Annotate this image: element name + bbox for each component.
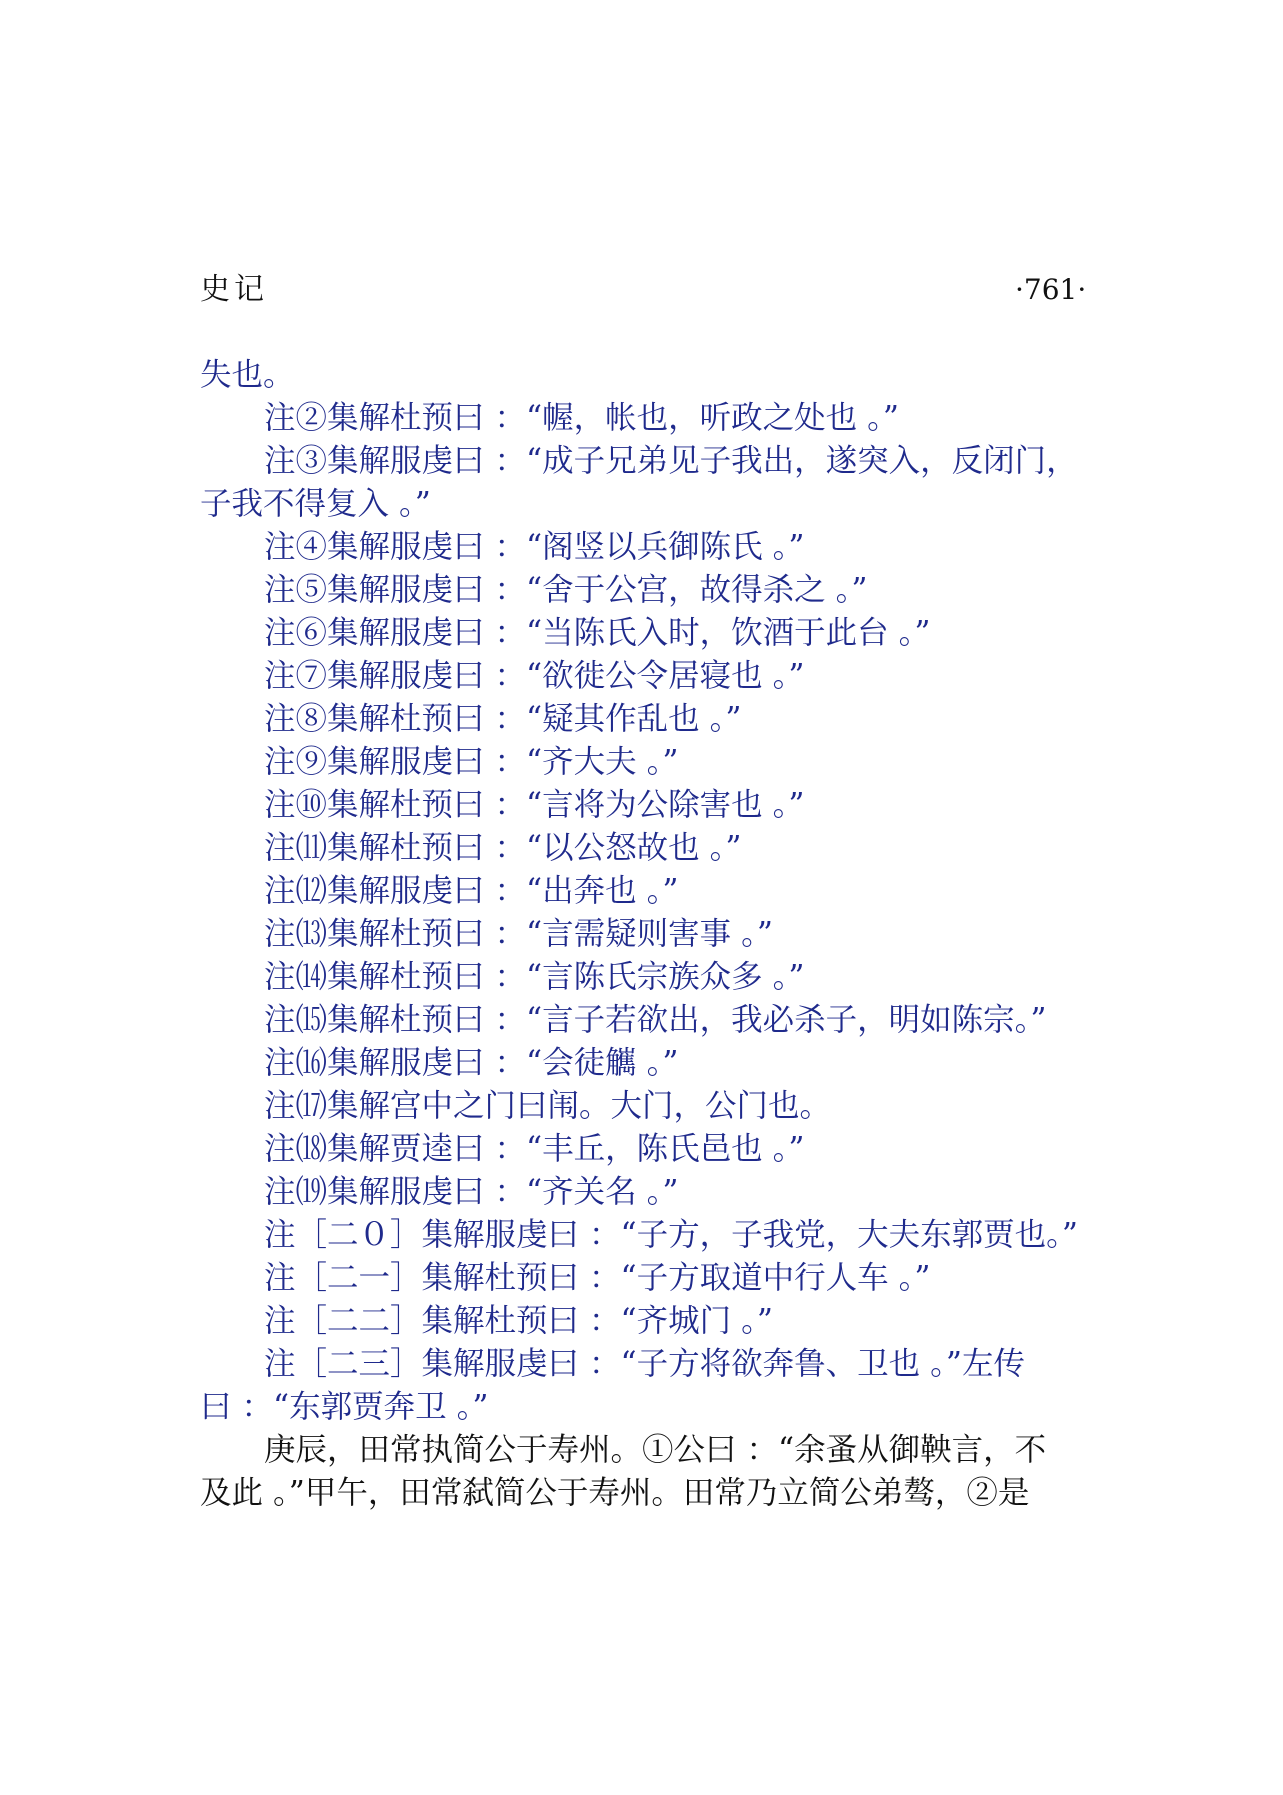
- text-line: 子我不得复入 。”: [200, 486, 431, 522]
- page-number: ·761·: [1015, 273, 1087, 306]
- text-line: 注⒂集解杜预曰 ：“言子若欲出，我必杀子，明如陈宗。”: [264, 1002, 1047, 1038]
- text-line: 注③集解服虔曰 ：“成子兄弟见子我出，遂突入，反闭门，: [264, 443, 1078, 479]
- text-line: 注⑧集解杜预曰 ：“疑其作乱也 。”: [264, 701, 742, 737]
- text-line: 注⑨集解服虔曰 ：“齐大夫 。”: [264, 744, 679, 780]
- text-line: 注⒅集解贾逵曰 ：“丰丘，陈氏邑也 。”: [264, 1131, 805, 1167]
- running-head-title: 史记: [200, 272, 268, 307]
- text-line: 注⒆集解服虔曰 ：“齐关名 。”: [264, 1174, 679, 1210]
- text-line: 注⒄集解宫中之门曰闱。大门，公门也。: [264, 1088, 832, 1124]
- text-line: 注⒁集解杜预曰 ：“言陈氏宗族众多 。”: [264, 959, 805, 995]
- text-line: 注⑦集解服虔曰 ：“欲徙公令居寝也 。”: [264, 658, 805, 694]
- page-body: [200, 354, 1120, 1515]
- text-line: 失也。: [200, 357, 295, 393]
- text-line: 注⑿集解服虔曰 ：“出奔也 。”: [264, 873, 679, 909]
- text-line: 注⑤集解服虔曰 ：“舍于公宫，故得杀之 。”: [264, 572, 868, 608]
- text-line: 注⒀集解杜预曰 ：“言需疑则害事 。”: [264, 916, 773, 952]
- text-line: 及此 。”甲午，田常弑简公于寿州。田常乃立简公弟骜，②是: [200, 1475, 1030, 1511]
- text-line: 注⑾集解杜预曰 ：“以公怒故也 。”: [264, 830, 742, 866]
- text-line: 注［二０］集解服虔曰 ：“子方，子我党，大夫东郭贾也。”: [264, 1217, 1078, 1253]
- text-line: 注②集解杜预曰 ：“幄，帐也，听政之处也 。”: [264, 400, 899, 436]
- text-line: 注［二二］集解杜预曰 ：“齐城门 。”: [264, 1303, 773, 1339]
- text-line: 曰 ：“东郭贾奔卫 。”: [200, 1389, 489, 1425]
- text-line: 庚辰，田常执简公于寿州。①公曰 ：“余蚤从御鞅言，不: [264, 1432, 1047, 1468]
- text-line: 注⒃集解服虔曰 ：“会徒觽 。”: [264, 1045, 679, 1081]
- text-line: 注［二三］集解服虔曰 ：“子方将欲奔鲁、卫也 。”左传: [264, 1346, 1025, 1382]
- text-line: 注⑩集解杜预曰 ：“言将为公除害也 。”: [264, 787, 805, 823]
- text-line: 注⑥集解服虔曰 ：“当陈氏入时，饮酒于此台 。”: [264, 615, 931, 651]
- text-line: 注④集解服虔曰 ：“阁竖以兵御陈氏 。”: [264, 529, 805, 565]
- text-line: 注［二一］集解杜预曰 ：“子方取道中行人车 。”: [264, 1260, 931, 1296]
